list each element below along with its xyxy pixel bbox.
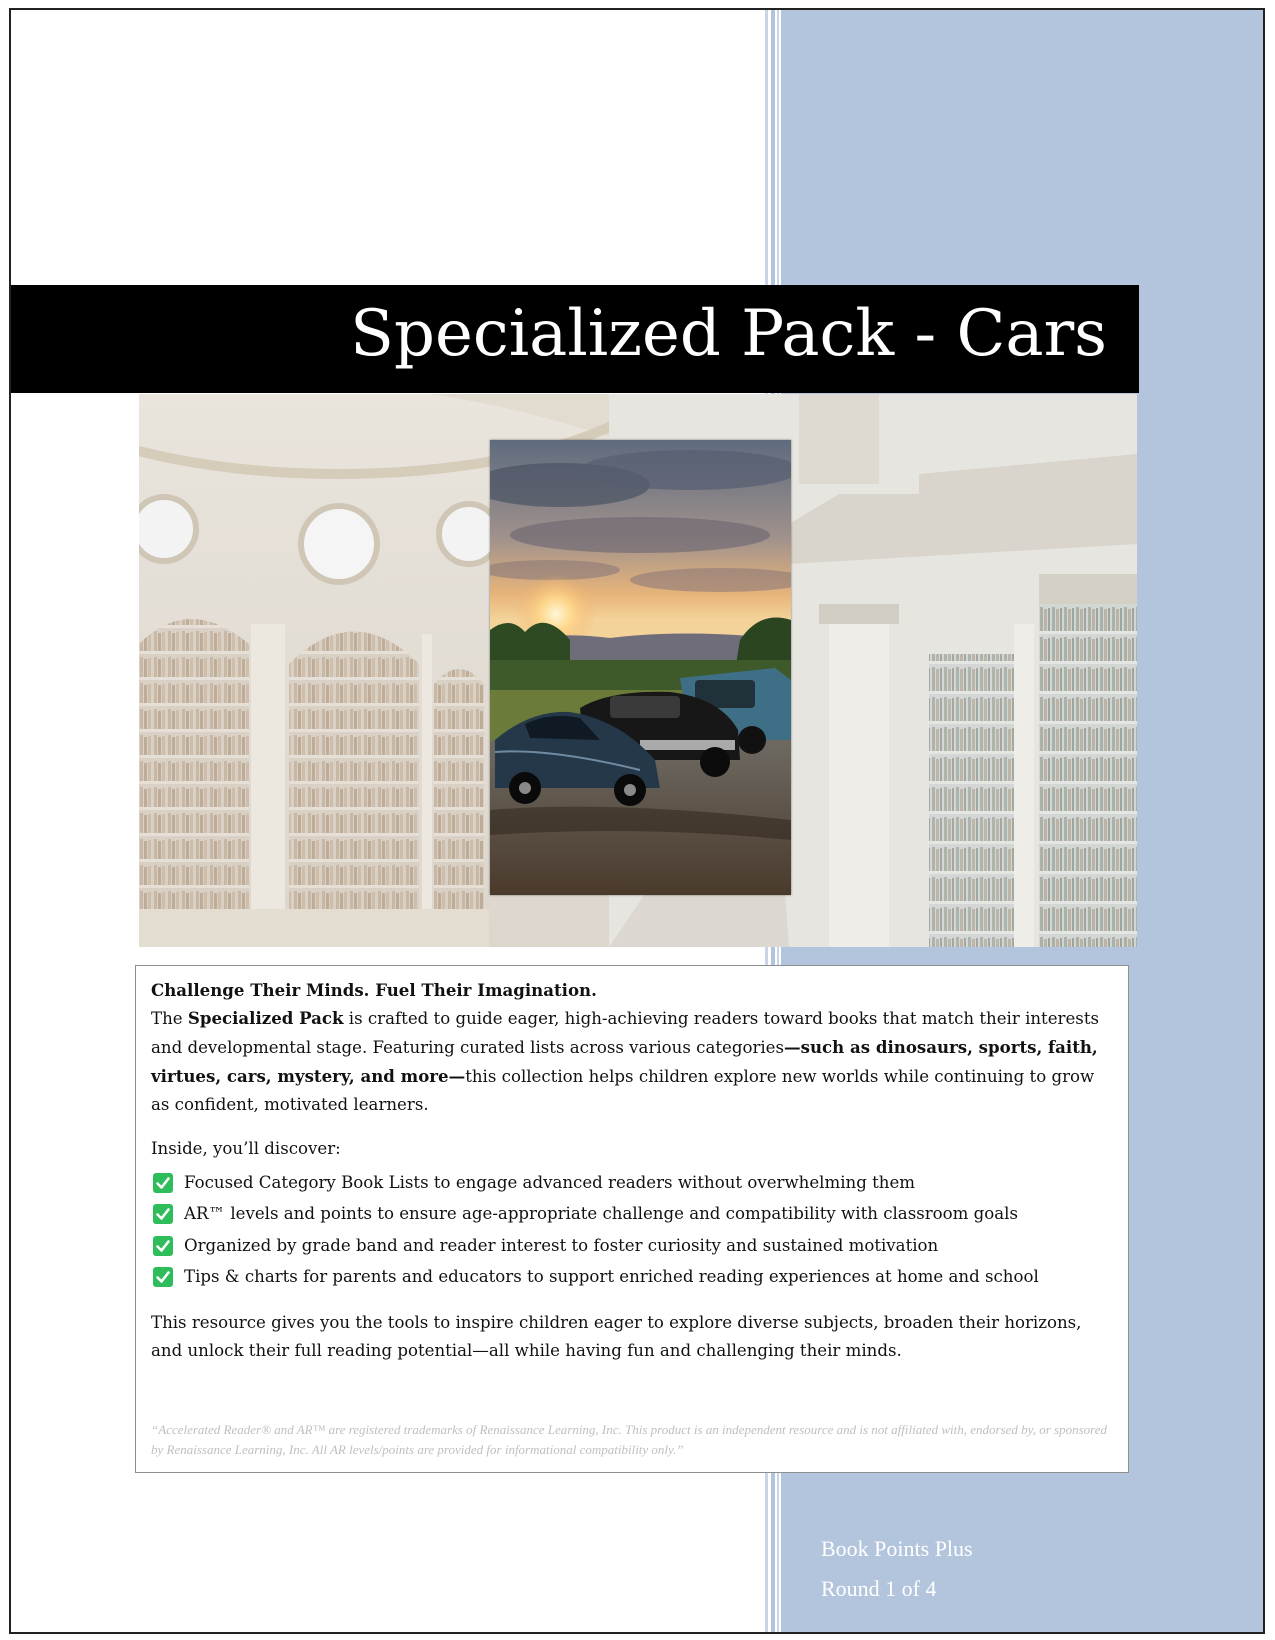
page-title: Specialized Pack - Cars [350, 297, 1107, 371]
cars-photo [490, 440, 791, 895]
footer-round: Round 1 of 4 [821, 1576, 937, 1601]
spacer [151, 1119, 1113, 1135]
paragraph-text: The [151, 1009, 188, 1028]
feature-item [151, 1167, 1113, 1199]
description-headline: Challenge Their Minds. Fuel Their Imagination. [151, 980, 597, 1000]
product-name: Specialized Pack [187, 1008, 344, 1028]
document-page [9, 8, 1265, 1634]
checkmark-icon [153, 1204, 173, 1224]
title-banner [11, 285, 1139, 393]
closing-paragraph: This resource gives you the tools to inspire children eager to explore diverse subjects, broaden their horizons, and unlock their full reading potential—all while having fun and challenging their minds. [151, 1313, 1082, 1360]
hero-image [139, 394, 1137, 947]
paragraph-text: this collection helps children explore new worlds while continuing to grow as confident, motivated learners. [151, 1067, 1095, 1114]
checkmark-icon [153, 1267, 173, 1287]
footer-brand: Book Points Plus [821, 1536, 973, 1561]
feature-text: Organized by grade band and reader interest to foster curiosity and sustained motivation [184, 1235, 939, 1255]
spacer [151, 1293, 1113, 1309]
checkmark-icon [153, 1173, 173, 1193]
description-box [135, 965, 1129, 1473]
category-examples: —such as dinosaurs, sports, faith, virtues, cars, mystery, and more— [151, 1037, 1098, 1086]
paragraph-text: is crafted to guide eager, high-achieving readers toward books that match their interests and developmental stage. Featuring curated lists across various categories [151, 1009, 1100, 1057]
inside-label: Inside, you’ll discover: [151, 1139, 341, 1158]
feature-text: AR™ levels and points to ensure age-appropriate challenge and compatibility with classroom goals [184, 1204, 1018, 1224]
feature-item [151, 1230, 1113, 1262]
feature-text: Tips & charts for parents and educators to support enriched reading experiences at home and school [184, 1267, 1039, 1287]
feature-item [151, 1262, 1113, 1294]
feature-text: Focused Category Book Lists to engage advanced readers without overwhelming them [184, 1172, 916, 1192]
vintage-cars-illustration [490, 440, 791, 895]
description-paragraph [151, 1004, 1113, 1119]
checkmark-icon [153, 1236, 173, 1256]
feature-item [151, 1199, 1113, 1231]
feature-list [151, 1167, 1113, 1293]
trademark-disclaimer: “Accelerated Reader® and AR™ are registered trademarks of Renaissance Learning, Inc. This product is an independent resource and is not affiliated with, endorsed by, or sponsored by Renaissance Learning, Inc. All AR levels/points are provided for informational compatibility only.” [151, 1422, 1107, 1457]
